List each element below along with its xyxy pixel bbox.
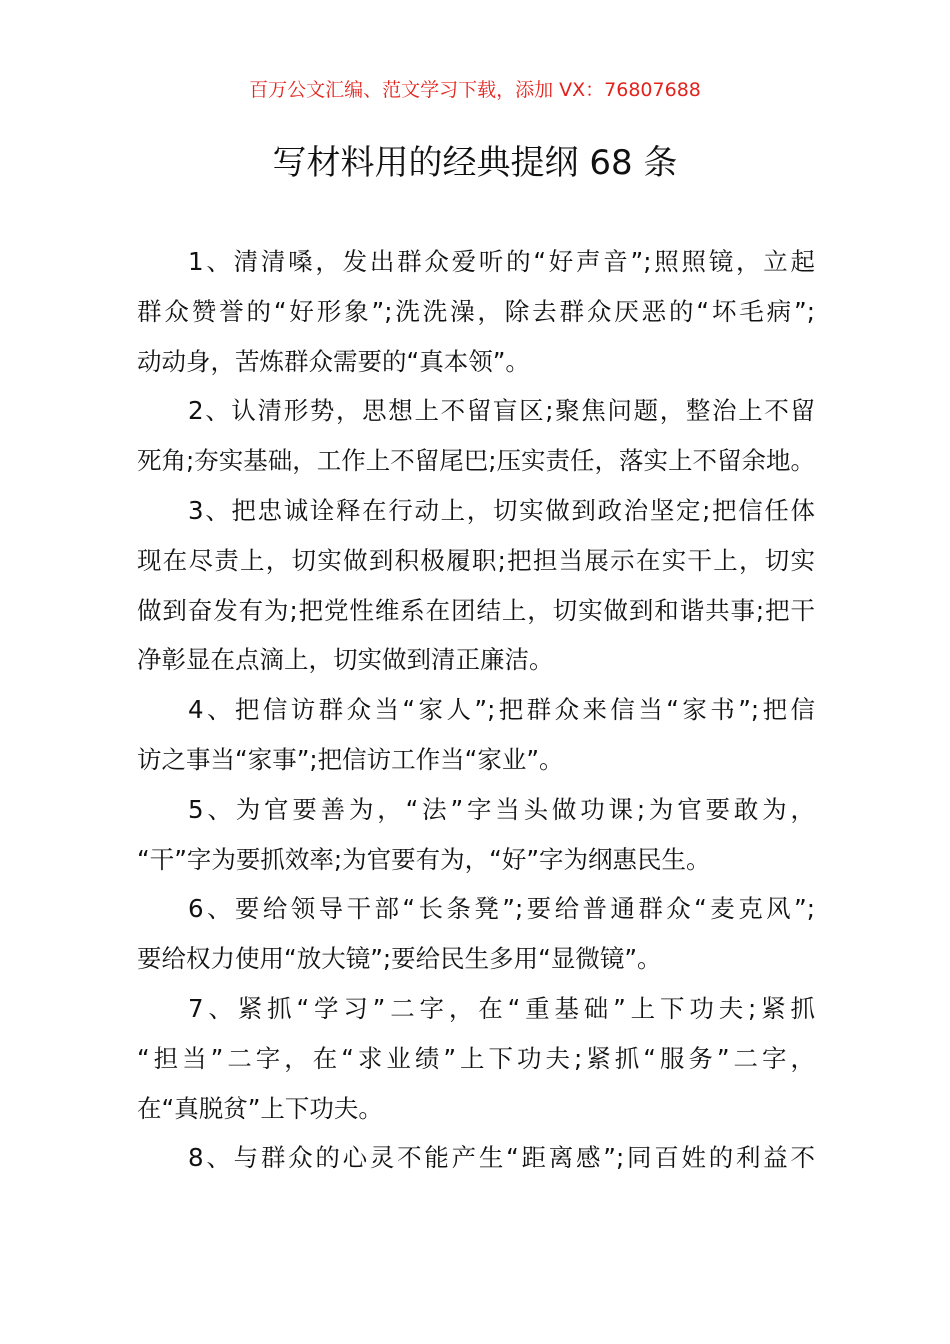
paragraph	[137, 386, 815, 486]
text-line: 3、把忠诚诠释在行动上，切实做到政治坚定;把信任体	[188, 495, 815, 525]
text-line: 在“真脱贫”上下功夫。	[137, 1093, 383, 1123]
text-line: “干”字为要抓效率;为官要有为，“好”字为纲惠民生。	[137, 844, 711, 874]
text-line: 6、要给领导干部“长条凳”;要给普通群众“麦克风”;	[188, 894, 815, 924]
paragraph	[137, 884, 815, 984]
text-line: 1、清清嗓，发出群众爱听的“好声音”;照照镜，立起	[188, 247, 815, 276]
paragraph	[137, 785, 815, 885]
paragraph	[137, 237, 815, 386]
paragraph	[137, 1133, 815, 1183]
text-line: 死角;夯实基础，工作上不留尾巴;压实责任，落实上不留余地。	[137, 446, 816, 476]
watermark-header: 百万公文汇编、范文学习下载，添加 VX：76807688	[249, 79, 701, 101]
text-line: “担当”二字，在“求业绩”上下功夫;紧抓“服务”二字，	[137, 1043, 815, 1073]
text-line: 净彰显在点滴上，切实做到清正廉洁。	[137, 645, 554, 675]
text-line: 动动身，苦炼群众需要的“真本领”。	[137, 346, 530, 376]
paragraph	[137, 984, 815, 1133]
text-line: 4、把信访群众当“家人”;把群众来信当“家书”;把信	[188, 695, 815, 725]
text-line: 访之事当“家事”;把信访工作当“家业”。	[137, 744, 564, 774]
text-line: 做到奋发有为;把党性维系在团结上，切实做到和谐共事;把干	[137, 595, 815, 625]
text-line: 7、紧抓“学习”二字，在“重基础”上下功夫;紧抓	[188, 993, 815, 1023]
text-line: 现在尽责上，切实做到积极履职;把担当展示在实干上，切实	[137, 545, 815, 575]
paragraph	[137, 486, 815, 685]
text-line: 2、认清形势，思想上不留盲区;聚焦问题，整治上不留	[188, 396, 815, 426]
text-line: 8、与群众的心灵不能产生“距离感”;同百姓的利益不	[188, 1143, 815, 1173]
paragraph	[137, 685, 815, 785]
document-body	[137, 237, 815, 1183]
text-line: 群众赞誉的“好形象”;洗洗澡，除去群众厌恶的“坏毛病”;	[137, 296, 815, 326]
text-line: 要给权力使用“放大镜”;要给民生多用“显微镜”。	[137, 944, 662, 974]
document-title: 写材料用的经典提纲 68 条	[272, 143, 678, 183]
text-line: 5、为官要善为，“法”字当头做功课;为官要敢为，	[188, 794, 815, 824]
